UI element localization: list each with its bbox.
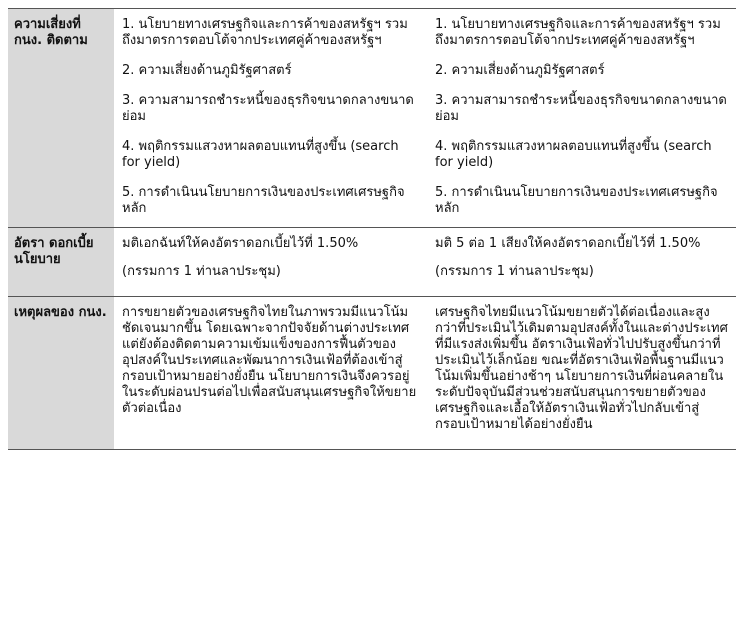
list-item: 4. พฤติกรรมแสวงหาผลตอบแทนที่สูงขึ้น (search for yield): [435, 139, 712, 170]
absence-note: (กรรมการ 1 ท่านลาประชุม): [435, 264, 594, 279]
table-row: [8, 228, 736, 297]
row-header-rationale: เหตุผลของ กนง.: [8, 297, 114, 450]
rationale-column-a: [114, 297, 425, 450]
list-item: 1. นโยบายทางเศรษฐกิจและการค้าของสหรัฐฯ รวมถึงมาตรการตอบโต้จากประเทศคู่ค้าของสหรัฐฯ: [122, 17, 408, 48]
policy-rate-column-a: [114, 228, 425, 297]
list-item: 5. การดำเนินนโยบายการเงินของประเทศเศรษฐกิจหลัก: [122, 185, 405, 216]
decision-text: มติ 5 ต่อ 1 เสียงให้คงอัตราดอกเบี้ยไว้ที่ 1.50%: [435, 236, 701, 251]
row-header-risks: ความเสี่ยงที่ กนง. ติดตาม: [8, 9, 114, 228]
rationale-column-b: [425, 297, 736, 450]
absence-note: (กรรมการ 1 ท่านลาประชุม): [122, 264, 281, 279]
list-item: 4. พฤติกรรมแสวงหาผลตอบแทนที่สูงขึ้น (search for yield): [122, 139, 399, 170]
row-header-policy-rate: อัตรา ดอกเบี้ย นโยบาย: [8, 228, 114, 297]
list-item: 2. ความเสี่ยงด้านภูมิรัฐศาสตร์: [122, 63, 292, 78]
rationale-text: การขยายตัวของเศรษฐกิจไทยในภาพรวมมีแนวโน้มชัดเจนมากขึ้น โดยเฉพาะจากปัจจัยด้านต่างประเทศ แต่ยังต้องติดตามความเข้มแข็งของการฟื้นตัวของอุปสงค์ในประเทศและพัฒนาการเงินเฟ้อที่ต้องเข้าสู่กรอบเป้าหมายอย่างยั่งยืน นโยบายการเงินจึงควรอยู่ในระดับผ่อนปรนต่อไปเพื่อสนับสนุนเศรษฐกิจให้ขยายตัวต่อเนื่อง: [122, 305, 417, 416]
risks-column-b: [425, 9, 736, 228]
risks-column-a: [114, 9, 425, 228]
table-row: [8, 297, 736, 450]
comparison-table: [8, 8, 736, 450]
text-segment: 3. ความสามารถชำระหนี้ของธุรกิจขนาดกลางขนาดย่อม: [122, 93, 414, 124]
list-item: 3. ความสามารถชำระหนี้ของธุรกิจขนาดกลางขนาดย่อม: [435, 93, 727, 124]
policy-rate-column-b: [425, 228, 736, 297]
decision-text: มติเอกฉันท์ให้คงอัตราดอกเบี้ยไว้ที่ 1.50%: [122, 236, 359, 251]
rationale-text: เศรษฐกิจไทยมีแนวโน้มขยายตัวได้ต่อเนื่องและสูงกว่าที่ประเมินไว้เดิมตามอุปสงค์ทั้งในและต่างประเทศที่มีแรงส่งเพิ่มขึ้น อัตราเงินเฟ้อทั่วไปปรับสูงขึ้นกว่าที่ประเมินไว้เล็กน้อย ขณะที่อัตราเงินเฟ้อพื้นฐานมีแนวโน้มเพิ่มขึ้นอย่างช้าๆ นโยบายการเงินที่ผ่อนคลายในระดับปัจจุบันมีส่วนช่วยสนับสนุนการขยายตัวของเศรษฐกิจและเอื้อให้อัตราเงินเฟ้อทั่วไปกลับเข้าสู่กรอบเป้าหมายได้อย่างยั่งยืน: [435, 305, 728, 432]
table-row: [8, 9, 736, 228]
list-item: 2. ความเสี่ยงด้านภูมิรัฐศาสตร์: [435, 63, 605, 78]
list-item: 1. นโยบายทางเศรษฐกิจและการค้าของสหรัฐฯ รวมถึงมาตรการตอบโต้จากประเทศคู่ค้าของสหรัฐฯ: [435, 17, 721, 48]
list-item: 5. การดำเนินนโยบายการเงินของประเทศเศรษฐกิจหลัก: [435, 185, 718, 216]
list-item: [122, 93, 419, 125]
